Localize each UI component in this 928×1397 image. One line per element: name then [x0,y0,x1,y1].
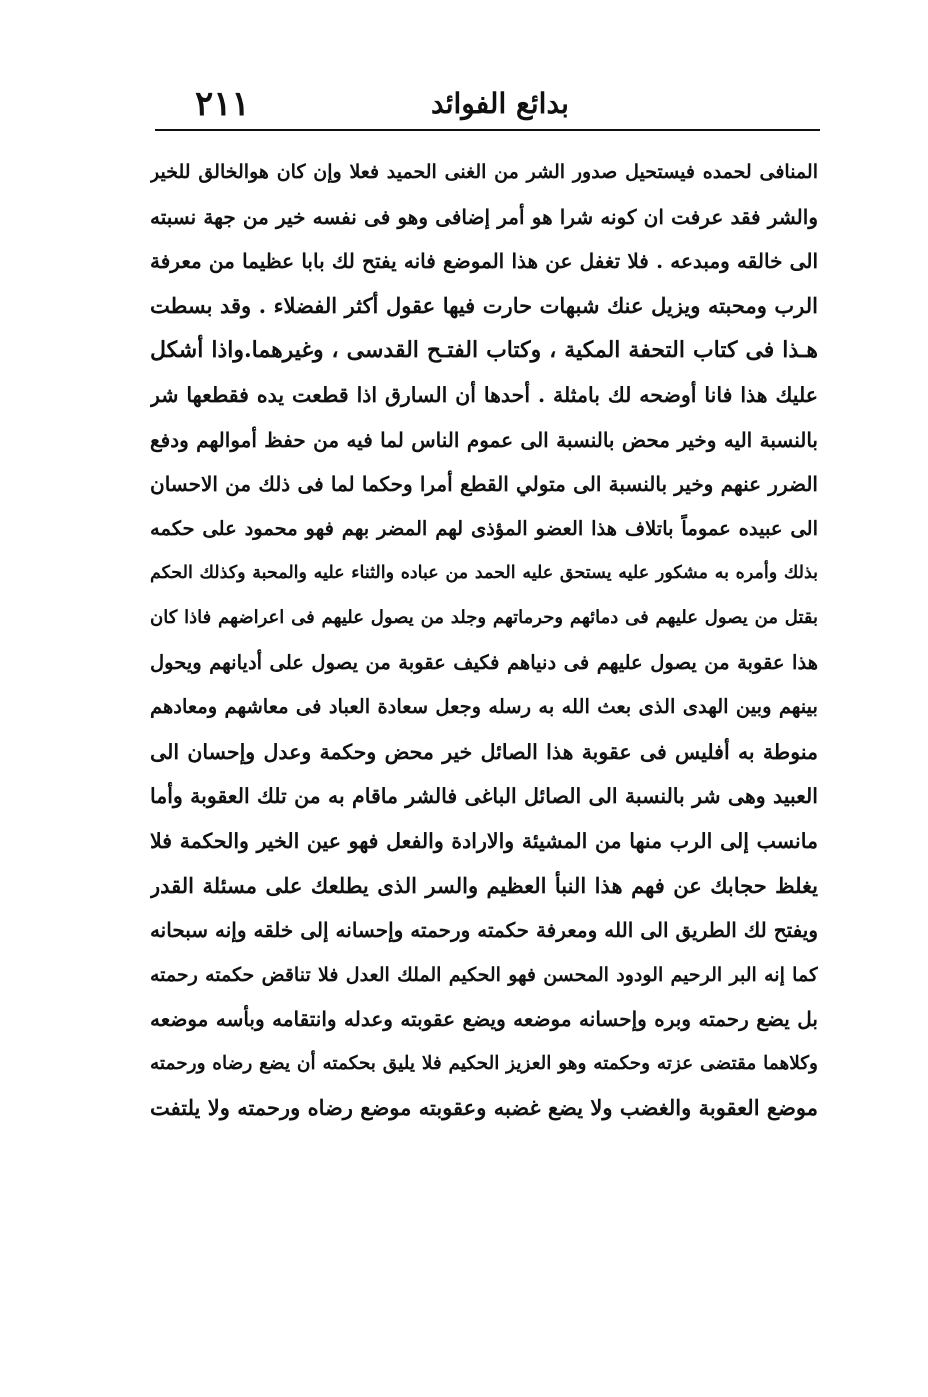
running-title: بدائع الفوائد [431,87,569,120]
text-line: هـذا فى كتاب التحفة المكية ، وكتاب الفتـح القدسى ، وغيرهما.واذا أشكل [150,337,818,364]
text-line: بينهم وبين الهدى الذى بعث الله به رسله وجعل سعادة العباد فى معاشهم ومعادهم [150,695,818,719]
text-line: منوطة به أفليس فى عقوبة هذا الصائل خير محض وحكمة وعدل وإحسان الى [150,739,818,764]
text-line: ويفتح لك الطريق الى الله ومعرفة حكمته ورحمته وإحسانه إلى خلقه وإنه سبحانه [150,918,818,943]
page-number: ٢١١ [195,84,250,124]
body-text [150,150,818,1131]
text-line: هذا عقوبة من يصول عليهم فى دنياهم فكيف عقوبة من يصول على أديانهم ويحول [150,650,818,674]
text-line: بقتل من يصول عليهم فى دمائهم وحرماتهم وجلد من يصول عليهم فى اعراضهم فاذا كان [150,606,818,628]
text-line: عليك هذا فانا أوضحه لك بامثلة . أحدها أن السارق اذا قطعت يده فقطعها شر [150,382,818,407]
text-line: بذلك وأمره به مشكور عليه يستحق عليه الحمد من عباده والثناء عليه والمحبة وكذلك الحكم [150,563,818,584]
text-line: يغلظ حجابك عن فهم هذا النبأ العظيم والسر الذى يطلعك على مسئلة القدر [150,872,818,898]
text-line: الرب ومحبته ويزيل عنك شبهات حارت فيها عقول أكثر الفضلاء . وقد بسطت [150,292,818,318]
text-line: الى عبيده عموماً باتلاف هذا العضو المؤذى لهم المضر بهم فهو محمود على حكمه [150,516,818,540]
text-line: كما إنه البر الرحيم الودود المحسن فهو الحكيم الملك العدل فلا تناقض حكمته رحمته [150,963,818,986]
text-line: مانسب إلى الرب منها من المشيئة والارادة والفعل فهو عين الخير والحكمة فلا [150,828,818,853]
text-line: الضرر عنهم وخير بالنسبة الى متولي القطع أمرا وحكما لما فى ذلك من الاحسان [150,472,818,497]
text-line: موضع العقوبة والغضب ولا يضع غضبه وعقوبته موضع رضاه ورحمته ولا يلتفت [150,1095,818,1121]
text-line: وكلاهما مقتضى عزته وحكمته وهو العزيز الحكيم فلا يليق بحكمته أن يضع رضاه ورحمته [150,1052,818,1074]
text-line: والشر فقد عرفت ان كونه شرا هو أمر إضافى وهو فى نفسه خير من جهة نسبته [150,204,818,229]
text-line: بل يضع رحمته وبره وإحسانه موضعه ويضع عقوبته وعدله وانتقامه وبأسه موضعه [150,1007,818,1032]
header-rule [155,129,820,131]
text-line: المنافى لحمده فيستحيل صدور الشر من الغنى الحميد فعلا وإن كان هوالخالق للخير [150,161,818,183]
page-header [155,78,820,128]
text-line: الى خالقه ومبدعه . فلا تغفل عن هذا الموضع فانه يفتح لك بابا عظيما من معرفة [150,249,818,274]
text-line: العبيد وهى شر بالنسبة الى الصائل الباغى فالشر ماقام به من تلك العقوبة وأما [150,784,818,809]
text-line: بالنسبة اليه وخير محض بالنسبة الى عموم الناس لما فيه من حفظ أموالهم ودفع [150,427,818,452]
